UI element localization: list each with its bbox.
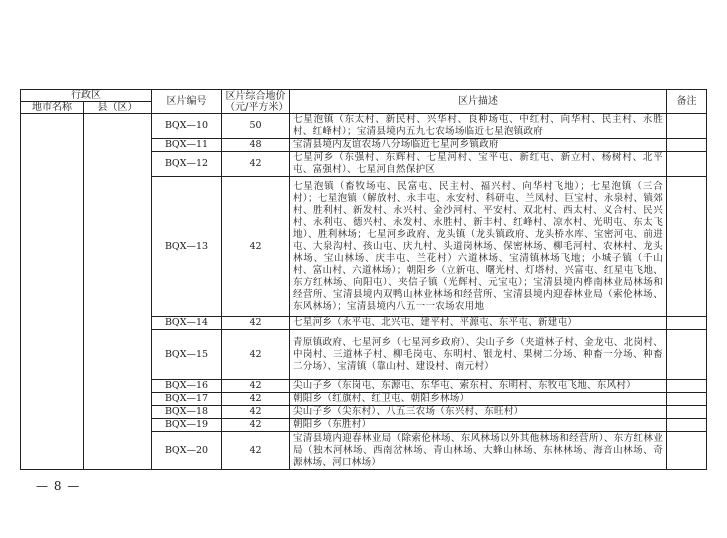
remark-cell — [667, 330, 707, 380]
page-number: — 8 — — [36, 479, 81, 493]
remark-cell — [667, 393, 707, 406]
zone-code-cell: BQX—15 — [152, 330, 222, 380]
zone-description-cell: 七星河乡（永平屯、北兴屯、建平村、平源屯、东平屯、新建屯） — [290, 317, 667, 330]
zone-description-cell: 七星泡镇（畜牧场屯、民富屯、民主村、福兴村、向华村飞地）；七星泡镇（三合村）；七星泡镇（解放村、永丰屯、永安村、科研屯、兰凤村、巨宝村、永泉村、镇郊村、胜利村、新发村、永兴村、金沙河村、平安村、双北村、西太村、义合村、民兴村、永利屯、德兴村、永发村、永胜村、新丰村、红峰村、凉水村、光明屯、东太飞地）、胜利林场；七星河乡政府、龙头镇（龙头镇政府、龙头桥水库、宝密河屯、前进屯、大泉沟村、孩山屯、庆九村、头道岗林场、保密林场、柳毛河村、农林村、龙头林场、宝山林场、庆丰屯、兰花村）六道林场、宝清镇林场飞地；小城子镇（千山村、富山村、六道林场）；朝阳乡（立新屯、曙光村、灯塔村、兴富屯、红星屯飞地、东方红林场、向阳屯）、夹信子镇（光辉村、元宝屯）；宝清县境内桦南林业局林场和经营所、宝清县境内双鸭山林业林场和经营所、宝清县境内迎春林业局（索伦林场、东风林场）；宝清县境内八五一一农场农用地 — [290, 177, 667, 317]
land-price-cell: 42 — [222, 330, 290, 380]
zone-description-cell: 七星河乡（东强村、东辉村、七星河村、宝平屯、新红屯、新立村、杨树村、北平屯、富强村）、七星河自然保护区 — [290, 152, 667, 177]
land-price-table — [20, 89, 707, 470]
remark-cell — [667, 432, 707, 470]
table-row — [21, 114, 707, 139]
header-zone-code: 区片编号 — [152, 90, 222, 114]
remark-cell — [667, 419, 707, 432]
land-price-cell: 42 — [222, 406, 290, 419]
land-price-cell: 42 — [222, 317, 290, 330]
zone-code-cell: BQX—14 — [152, 317, 222, 330]
remark-cell — [667, 317, 707, 330]
land-price-cell: 42 — [222, 432, 290, 470]
remark-cell — [667, 139, 707, 152]
zone-description-cell: 宝清县境内迎春林业局（除索伦林场、东风林场以外其他林场和经营所）、东方红林业局（独木河林场、西南岔林场、青山林场、大蜂山林场、东林林场、海音山林场、奇源林场、河口林场） — [290, 432, 667, 470]
zone-code-cell: BQX—18 — [152, 406, 222, 419]
zone-description-cell: 青原镇政府、七星河乡（七星河乡政府）、尖山子乡（夹道林子村、金龙屯、北岗村、中岗村、三道林子村、柳毛岗屯、东明村、银龙村、果树二分场、种畜一分场、种畜二分场）、宝清镇（靠山村、建设村、南元村） — [290, 330, 667, 380]
remark-cell — [667, 177, 707, 317]
zone-code-cell: BQX—16 — [152, 380, 222, 393]
remark-cell — [667, 152, 707, 177]
land-price-cell: 50 — [222, 114, 290, 139]
land-price-cell: 42 — [222, 177, 290, 317]
zone-description-cell: 朝阳乡（东胜村） — [290, 419, 667, 432]
zone-description-cell: 朝阳乡（红旗村、红卫屯、朝阳乡林场） — [290, 393, 667, 406]
zone-code-cell: BQX—11 — [152, 139, 222, 152]
zone-description-cell: 尖山子乡（尖东村）、八五三农场（东兴村、东旺村） — [290, 406, 667, 419]
zone-description-cell: 宝清县境内友谊农场八分场临近七星河乡镇政府 — [290, 139, 667, 152]
city-cell — [21, 114, 84, 470]
header-remarks: 备注 — [667, 90, 707, 114]
zone-description-cell: 七星泡镇（东太村、新民村、兴华村、良种场屯、中红村、向华村、民主村、永胜村、红峰村）；宝清县境内五九七农场场临近七星泡镇政府 — [290, 114, 667, 139]
header-row-1 — [21, 90, 707, 102]
zone-code-cell: BQX—19 — [152, 419, 222, 432]
land-price-cell: 42 — [222, 152, 290, 177]
remark-cell — [667, 406, 707, 419]
zone-code-cell: BQX—12 — [152, 152, 222, 177]
header-county: 县（区） — [84, 102, 152, 114]
zone-code-cell: BQX—17 — [152, 393, 222, 406]
header-land-price: 区片综合地价（元/平方米） — [222, 90, 290, 114]
header-city-name: 地市名称 — [21, 102, 84, 114]
zone-code-cell: BQX—10 — [152, 114, 222, 139]
header-zone-description: 区片描述 — [290, 90, 667, 114]
land-price-cell: 42 — [222, 380, 290, 393]
land-price-cell: 42 — [222, 393, 290, 406]
zone-code-cell: BQX—20 — [152, 432, 222, 470]
zone-code-cell: BQX—13 — [152, 177, 222, 317]
header-admin-region: 行政区 — [21, 90, 152, 102]
zone-description-cell: 尖山子乡（东岗屯、东源屯、东华屯、索东村、东明村、东牧屯飞地、东风村） — [290, 380, 667, 393]
remark-cell — [667, 114, 707, 139]
land-price-cell: 42 — [222, 419, 290, 432]
remark-cell — [667, 380, 707, 393]
county-cell — [84, 114, 152, 470]
land-price-cell: 48 — [222, 139, 290, 152]
